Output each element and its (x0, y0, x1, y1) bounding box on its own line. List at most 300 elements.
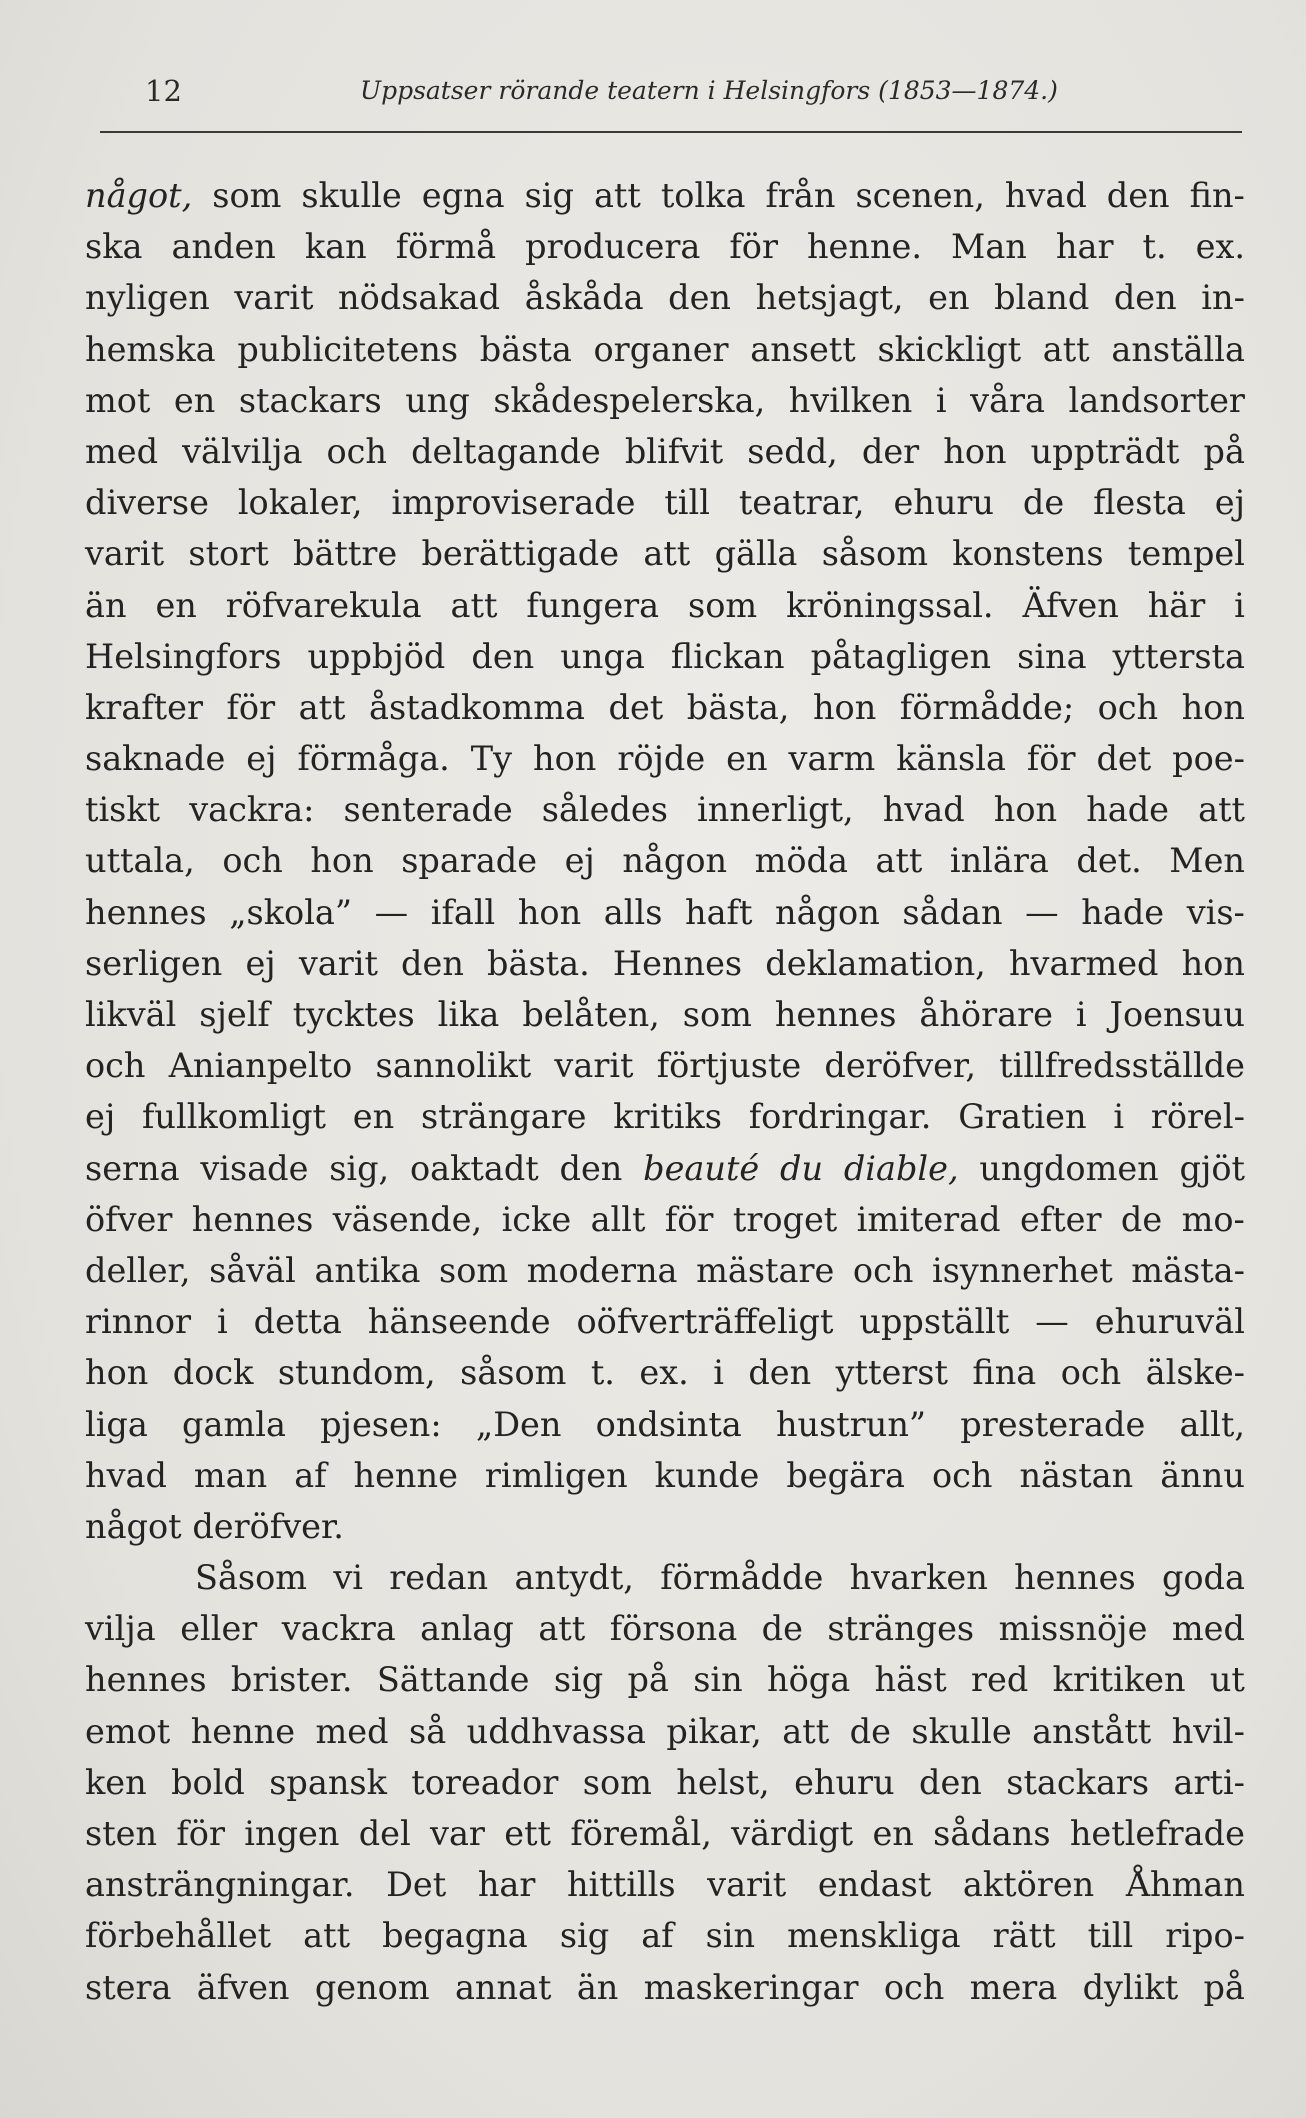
text-line (85, 170, 1245, 221)
word: en (173, 380, 216, 420)
word: kröningssal. (786, 585, 994, 625)
word: något, (85, 176, 193, 215)
word: pjesen: (320, 1404, 442, 1444)
text-line (85, 528, 1245, 579)
word: hade (1081, 892, 1165, 932)
word: helst, (676, 1762, 770, 1802)
word: välvilja (182, 431, 303, 471)
word: det (608, 687, 664, 727)
word: tolka (660, 176, 746, 215)
word: att (450, 585, 498, 625)
word: vackra (281, 1609, 396, 1649)
word: sig, (329, 1148, 390, 1188)
word: den (559, 1148, 623, 1188)
word: Åhman (1125, 1865, 1245, 1905)
word: rätt (992, 1916, 1056, 1956)
word: krafter (85, 687, 203, 727)
text-line (85, 1347, 1245, 1398)
word: Äfven (1022, 585, 1119, 625)
word: på (1203, 1967, 1245, 2007)
word: något (85, 1506, 182, 1546)
word: henne. (806, 227, 923, 267)
word: anstått (1032, 1711, 1152, 1751)
word: åskåda (524, 278, 644, 318)
word: kunde (654, 1455, 760, 1495)
word: har (1055, 227, 1114, 267)
word: fin- (1189, 176, 1245, 215)
word: förtjuste (656, 1046, 802, 1086)
word: höga (767, 1660, 851, 1700)
word: nyligen (85, 278, 210, 318)
word: en (155, 585, 197, 625)
word: som (688, 585, 758, 625)
word: pikar, (666, 1711, 762, 1751)
word: ännu (1160, 1455, 1245, 1495)
word: en (872, 1814, 914, 1853)
word: från (765, 176, 836, 215)
word: arti- (1173, 1762, 1245, 1802)
word: som (439, 1250, 509, 1290)
word: stera (85, 1967, 172, 2007)
word: icke (501, 1199, 572, 1239)
word: hon (310, 841, 374, 881)
word: Gratien (958, 1097, 1087, 1137)
word: ehuruväl (1094, 1302, 1245, 1342)
word: skulle (911, 1711, 1012, 1751)
text-line (85, 1962, 1245, 2013)
word: för (176, 1814, 225, 1853)
word: hetsjagt, (755, 278, 904, 318)
word: konstens (952, 534, 1104, 574)
word: ej (85, 1097, 116, 1137)
word: rörel- (1150, 1097, 1245, 1137)
word: mo- (1181, 1199, 1245, 1239)
word: der (861, 431, 920, 471)
word: älske- (1145, 1353, 1245, 1393)
word: sig (524, 176, 574, 215)
word: begagna (382, 1916, 528, 1956)
word: således (541, 790, 668, 830)
word: sina (1017, 636, 1087, 676)
word: skickligt (877, 329, 1022, 369)
word: en (726, 739, 768, 779)
text-line (85, 1450, 1245, 1501)
word: Hennes (612, 943, 743, 983)
word: ej (246, 739, 277, 779)
word: allt, (1179, 1404, 1245, 1444)
word: med (315, 1711, 389, 1751)
word: efter (1019, 1199, 1102, 1239)
word: ska (85, 227, 143, 267)
word: antydt, (514, 1558, 634, 1598)
word: hennes (191, 1199, 314, 1239)
word: vilja (85, 1609, 156, 1649)
word: hvilken (788, 380, 913, 420)
word: de (1120, 1199, 1163, 1239)
word: har (477, 1865, 536, 1905)
word: oöfverträffeligt (576, 1302, 834, 1342)
word: hon (943, 431, 1007, 471)
word: fordringar. (748, 1097, 932, 1137)
word: teatrar, (738, 483, 865, 523)
word: sten (85, 1814, 158, 1853)
word: ej (564, 841, 595, 881)
word: presterade (960, 1404, 1146, 1444)
word: alls (603, 892, 663, 932)
word: ansett (750, 329, 856, 369)
word: vis- (1186, 892, 1245, 932)
word: äfven (196, 1967, 290, 2007)
text-line (85, 989, 1245, 1040)
word: haft (685, 892, 753, 932)
word: oaktadt (409, 1148, 539, 1188)
word: flickan (670, 636, 785, 676)
word: till (1087, 1916, 1134, 1956)
word: saknade (85, 739, 226, 779)
text-line (85, 1399, 1245, 1450)
word: beauté (643, 1148, 760, 1188)
word: hon (517, 892, 582, 932)
word: den (401, 943, 464, 983)
word: del (358, 1814, 411, 1853)
word: Helsingfors (85, 636, 282, 676)
word: hon (812, 687, 877, 727)
word: antika (314, 1250, 421, 1290)
text-line (85, 631, 1245, 682)
word: ytterst (835, 1353, 948, 1393)
running-title: Uppsatser rörande teatern i Helsingfors (1853—1874.) (360, 76, 1058, 105)
word: häst (874, 1660, 947, 1700)
word: t. (1142, 227, 1167, 267)
word: kritiken (1052, 1660, 1186, 1700)
word: stackars (238, 380, 382, 420)
word: innerligt, (697, 790, 854, 830)
word: hvad (882, 790, 965, 830)
word: hennes (85, 892, 207, 932)
word: begära (786, 1455, 906, 1495)
text-line (85, 1296, 1245, 1347)
word: för (664, 1199, 714, 1239)
text-line (85, 1910, 1245, 1961)
word: fungera (526, 585, 660, 625)
word: flesta (1093, 483, 1186, 523)
word: tycktes (292, 995, 415, 1034)
word: någon (622, 841, 728, 881)
word: scenen, (855, 176, 985, 215)
word: varit (554, 1046, 634, 1086)
word: uttala, (85, 841, 195, 881)
body-text (85, 170, 1245, 2013)
word: de (849, 1711, 891, 1751)
word: dylikt (1082, 1967, 1179, 2007)
word: att (782, 1711, 830, 1751)
word: varit (85, 534, 165, 574)
word: Ty (470, 739, 513, 779)
word: „skola” (229, 892, 353, 932)
word: för (226, 687, 276, 727)
word: spansk (269, 1762, 387, 1802)
word: bättre (293, 534, 398, 574)
word: till (664, 483, 710, 523)
word: möda (754, 841, 848, 881)
word: och (1060, 1353, 1122, 1393)
word: hennes (85, 1660, 207, 1700)
word: lika (437, 995, 500, 1034)
word: på (1203, 431, 1245, 471)
word: ut (1209, 1660, 1245, 1700)
word: improviserade (391, 483, 636, 523)
text-line (85, 1040, 1245, 1091)
header-rule (100, 131, 1242, 133)
text-line (85, 1808, 1245, 1859)
word: hon (85, 1353, 149, 1393)
word: senterade (343, 790, 513, 830)
word: öfver (85, 1199, 173, 1239)
word: goda (1161, 1558, 1245, 1598)
word: Anianpelto (168, 1046, 353, 1086)
word: förmådde; (899, 687, 1075, 727)
word: den (471, 636, 535, 676)
word: kan (304, 227, 367, 267)
text-line (85, 835, 1245, 886)
word: våra (970, 380, 1046, 420)
word: hvil- (1171, 1711, 1245, 1751)
word: ifall (430, 892, 496, 932)
word: att (593, 176, 641, 215)
word: i (713, 1353, 724, 1393)
word: i (1234, 585, 1245, 625)
word: sig (559, 1916, 610, 1956)
word: uppträdt (1030, 431, 1180, 471)
word: att (303, 1916, 351, 1956)
word: lokaler, (237, 483, 363, 523)
word: rinnor (85, 1302, 192, 1342)
word: röjde (617, 739, 706, 779)
text-line (85, 221, 1245, 272)
word: försona (609, 1609, 738, 1649)
word: mästa- (1131, 1250, 1245, 1290)
word: ex. (639, 1353, 689, 1393)
word: sin (705, 1916, 756, 1956)
word: att (643, 534, 691, 574)
word: och (85, 1046, 146, 1086)
text-line (85, 1654, 1245, 1705)
word: tillfredsställde (999, 1046, 1245, 1086)
text-line (85, 1552, 1245, 1603)
word: anlag (420, 1609, 514, 1649)
word: och (326, 431, 388, 471)
word: här (1147, 585, 1206, 625)
word: sin (693, 1660, 743, 1700)
word: och (883, 1967, 945, 2007)
word: någon (775, 892, 880, 932)
word: menskliga (787, 1916, 961, 1956)
word: skådespelerska, (493, 380, 766, 420)
word: sedd, (747, 431, 838, 471)
text-line (85, 1194, 1245, 1245)
word: hemska (85, 329, 216, 369)
word: deröfver. (192, 1506, 344, 1546)
word: deröfver, (824, 1046, 976, 1086)
word: sannolikt (375, 1046, 532, 1086)
word: fullkomligt (142, 1097, 326, 1137)
word: den (1106, 176, 1170, 215)
text-line (85, 1501, 1245, 1552)
word: du (780, 1148, 824, 1188)
word: det. (1076, 841, 1142, 881)
word: den (668, 278, 731, 318)
word: att (1042, 329, 1090, 369)
word: förmå (395, 227, 497, 267)
text-line (85, 426, 1245, 477)
word: bland (994, 278, 1090, 318)
word: hon (1181, 943, 1245, 983)
word: hänseende (367, 1302, 551, 1342)
text-line (85, 682, 1245, 733)
word: varit (234, 278, 314, 318)
word: aktören (962, 1865, 1095, 1905)
word: med (85, 431, 159, 471)
word: — (374, 892, 409, 932)
word: t. (590, 1353, 615, 1393)
word: publicitetens (237, 329, 459, 369)
word: deller, (85, 1250, 191, 1290)
word: så (409, 1711, 447, 1751)
word: ehuru (893, 483, 995, 523)
word: annat (454, 1967, 552, 2007)
word: uppställt (859, 1302, 1010, 1342)
word: af (294, 1455, 327, 1495)
text-line (85, 375, 1245, 426)
word: förmådde (660, 1558, 824, 1598)
word: stundom, (277, 1353, 436, 1393)
word: den (1113, 278, 1177, 318)
word: än (85, 585, 127, 625)
word: sjelf (199, 995, 270, 1034)
word: och (852, 1250, 914, 1290)
word: moderna (526, 1250, 678, 1290)
word: hetlefrade (1069, 1814, 1245, 1853)
word: in- (1201, 278, 1245, 318)
word: åhörare (919, 995, 1053, 1034)
word: med (1171, 1609, 1245, 1649)
word: och (932, 1455, 993, 1495)
text-line (85, 733, 1245, 784)
word: eller (180, 1609, 258, 1649)
word: och (222, 841, 283, 881)
word: vackra: (189, 790, 315, 830)
word: strängare (420, 1097, 587, 1137)
text-line (85, 1859, 1245, 1910)
word: endast (817, 1865, 932, 1905)
word: egna (421, 176, 505, 215)
word: att (298, 687, 346, 727)
word: på (627, 1660, 669, 1700)
word: genom (314, 1967, 430, 2007)
word: hvarken (849, 1558, 988, 1598)
word: en (352, 1097, 395, 1137)
word: bold (171, 1762, 245, 1802)
word: än (576, 1967, 619, 2007)
text-line (85, 784, 1245, 835)
word: belåten, (522, 995, 660, 1034)
word: mera (969, 1967, 1058, 2007)
word: föremål, (570, 1814, 712, 1853)
text-line (85, 887, 1245, 938)
word: troget (732, 1199, 838, 1239)
word: allt (590, 1199, 646, 1239)
word: Sättande (376, 1660, 530, 1700)
word: en (928, 278, 970, 318)
word: de (761, 1609, 803, 1649)
word: producera (525, 227, 701, 267)
word: ken (85, 1762, 147, 1802)
word: hvad (85, 1455, 167, 1495)
word: redan (389, 1558, 489, 1598)
word: — (1025, 892, 1059, 932)
text-line (85, 324, 1245, 375)
word: stränges (827, 1609, 975, 1649)
word: „Den (475, 1404, 562, 1444)
page-number: 12 (145, 74, 182, 108)
word: Det (386, 1865, 447, 1905)
word: såväl (209, 1250, 296, 1290)
word: Man (951, 227, 1027, 267)
word: uddhvassa (466, 1711, 646, 1751)
word: sparade (401, 841, 538, 881)
word: väsende, (332, 1199, 483, 1239)
word: fina (972, 1353, 1037, 1393)
word: berättigade (421, 534, 620, 574)
word: stackars (1006, 1762, 1150, 1802)
word: sig (553, 1660, 604, 1700)
text-line (85, 477, 1245, 528)
word: i (217, 1302, 228, 1342)
word: — (1035, 1302, 1069, 1342)
word: anden (171, 227, 276, 267)
word: ungdomen (979, 1148, 1159, 1188)
word: landsorter (1068, 380, 1245, 420)
word: tempel (1127, 534, 1245, 574)
word: sådans (933, 1814, 1051, 1853)
word: isynnerhet (932, 1250, 1113, 1290)
word: i (1075, 995, 1087, 1034)
text-line (85, 580, 1245, 631)
word: känsla (896, 739, 1006, 779)
word: hustrun” (775, 1404, 927, 1444)
word: hon (533, 739, 597, 779)
word: serna (85, 1148, 180, 1188)
word: gälla (714, 534, 798, 574)
word: värdigt (731, 1814, 854, 1853)
word: bästa, (686, 687, 790, 727)
word: ripo- (1165, 1916, 1245, 1956)
word: röfvarekula (225, 585, 422, 625)
word: gamla (182, 1404, 286, 1444)
word: visade (200, 1148, 309, 1188)
word: för (729, 227, 778, 267)
word: nödsakad (338, 278, 501, 318)
word: mot (85, 380, 151, 420)
word: toreador (411, 1762, 559, 1802)
word: påtagligen (810, 636, 992, 676)
word: den (919, 1762, 982, 1802)
word: likväl (85, 995, 177, 1034)
word: varit (707, 1865, 787, 1905)
word: uppbjöd (307, 636, 446, 676)
word: som (212, 176, 282, 215)
text-line (85, 938, 1245, 989)
